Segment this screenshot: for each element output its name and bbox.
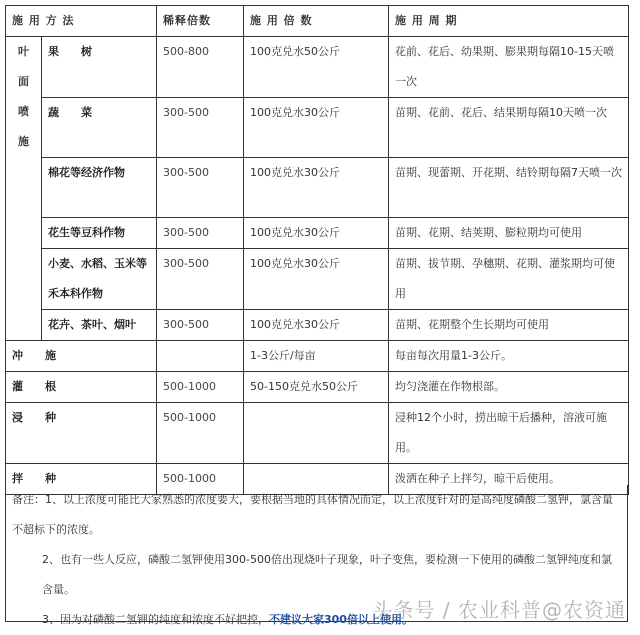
table-row: [6, 372, 629, 403]
dose-cell: 100克兑水30公斤: [244, 310, 389, 341]
dose-cell: 100克兑水30公斤: [244, 158, 389, 218]
dose-cell: [244, 403, 389, 464]
crop-cell: 蔬 菜: [42, 98, 157, 158]
table-row: [6, 310, 629, 341]
header-method: 施 用 方 法: [6, 6, 157, 37]
dilution-cell: 300-500: [157, 218, 244, 249]
dose-cell: 1-3公斤/每亩: [244, 341, 389, 372]
table-row: [6, 98, 629, 158]
group-char: 施: [18, 135, 29, 148]
period-cell: 苗期、花期、结荚期、膨粒期均可使用: [389, 218, 629, 249]
header-dilution: 稀释倍数: [157, 6, 244, 37]
note-1: 备注：1、以上浓度可能比大家熟悉的浓度要大，要根据当地的具体情况而定，以上浓度针对的是高纯度磷酸二氢钾，氯含量不超标下的浓度。: [12, 493, 613, 536]
note-2: 2、也有一些人反应，磷酸二氢钾使用300-500倍出现烧叶子现象，叶子变焦，要检测一下使用的磷酸二氢钾纯度和氯含量。: [42, 553, 612, 596]
period-cell: 苗期、现蕾期、开花期、结铃期每隔7天喷一次: [389, 158, 629, 218]
method-cell: 浸 种: [6, 403, 157, 464]
crop-cell: 果 树: [42, 37, 157, 98]
dilution-cell: 300-500: [157, 249, 244, 310]
watermark: 头条号 / 农业科普@农资通: [372, 598, 626, 622]
dilution-cell: 300-500: [157, 98, 244, 158]
crop-cell: 花生等豆科作物: [42, 218, 157, 249]
crop-cell: 棉花等经济作物: [42, 158, 157, 218]
note-3-highlight: 不建议大家300倍以上使用。: [269, 613, 413, 626]
dilution-cell: 500-800: [157, 37, 244, 98]
dilution-cell: 300-500: [157, 310, 244, 341]
period-cell: 泼洒在种子上拌匀，晾干后使用。: [389, 464, 629, 495]
method-cell: 冲 施: [6, 341, 157, 372]
dilution-cell: 500-1000: [157, 403, 244, 464]
dose-cell: 100克兑水50公斤: [244, 37, 389, 98]
table-row: [6, 403, 629, 464]
dilution-cell: 500-1000: [157, 372, 244, 403]
period-cell: 每亩每次用量1-3公斤。: [389, 341, 629, 372]
dose-cell: 100克兑水30公斤: [244, 218, 389, 249]
table-row: [6, 341, 629, 372]
usage-table: [5, 5, 629, 495]
header-row: [6, 6, 629, 37]
dilution-cell: [157, 341, 244, 372]
period-cell: 均匀浇灌在作物根部。: [389, 372, 629, 403]
dose-cell: 100克兑水30公斤: [244, 249, 389, 310]
period-cell: 苗期、花期整个生长期均可使用: [389, 310, 629, 341]
table-row: [6, 218, 629, 249]
period-cell: 苗期、拔节期、孕穗期、花期、灌浆期均可使用: [389, 249, 629, 310]
method-cell: 拌 种: [6, 464, 157, 495]
table-row: [6, 158, 629, 218]
header-dose: 施 用 倍 数: [244, 6, 389, 37]
table-row: [6, 249, 629, 310]
crop-cell: 花卉、茶叶、烟叶: [42, 310, 157, 341]
header-period: 施 用 周 期: [389, 6, 629, 37]
period-cell: 花前、花后、幼果期、膨果期每隔10-15天喷一次: [389, 37, 629, 98]
group-char: 面: [18, 75, 29, 88]
foliar-group-label: [6, 37, 42, 341]
dilution-cell: 300-500: [157, 158, 244, 218]
method-cell: 灌 根: [6, 372, 157, 403]
period-cell: 苗期、花前、花后、结果期每隔10天喷一次: [389, 98, 629, 158]
group-char: 叶: [18, 45, 29, 58]
crop-cell: 小麦、水稻、玉米等禾本科作物: [42, 249, 157, 310]
dose-cell: 50-150克兑水50公斤: [244, 372, 389, 403]
group-char: 喷: [18, 105, 29, 118]
dose-cell: 100克兑水30公斤: [244, 98, 389, 158]
dilution-cell: 500-1000: [157, 464, 244, 495]
note-3-text: 3、因为对磷酸二氢钾的纯度和浓度不好把控，: [42, 613, 269, 626]
table-row: [6, 37, 629, 98]
period-cell: 浸种12个小时，捞出晾干后播种，溶液可施用。: [389, 403, 629, 464]
